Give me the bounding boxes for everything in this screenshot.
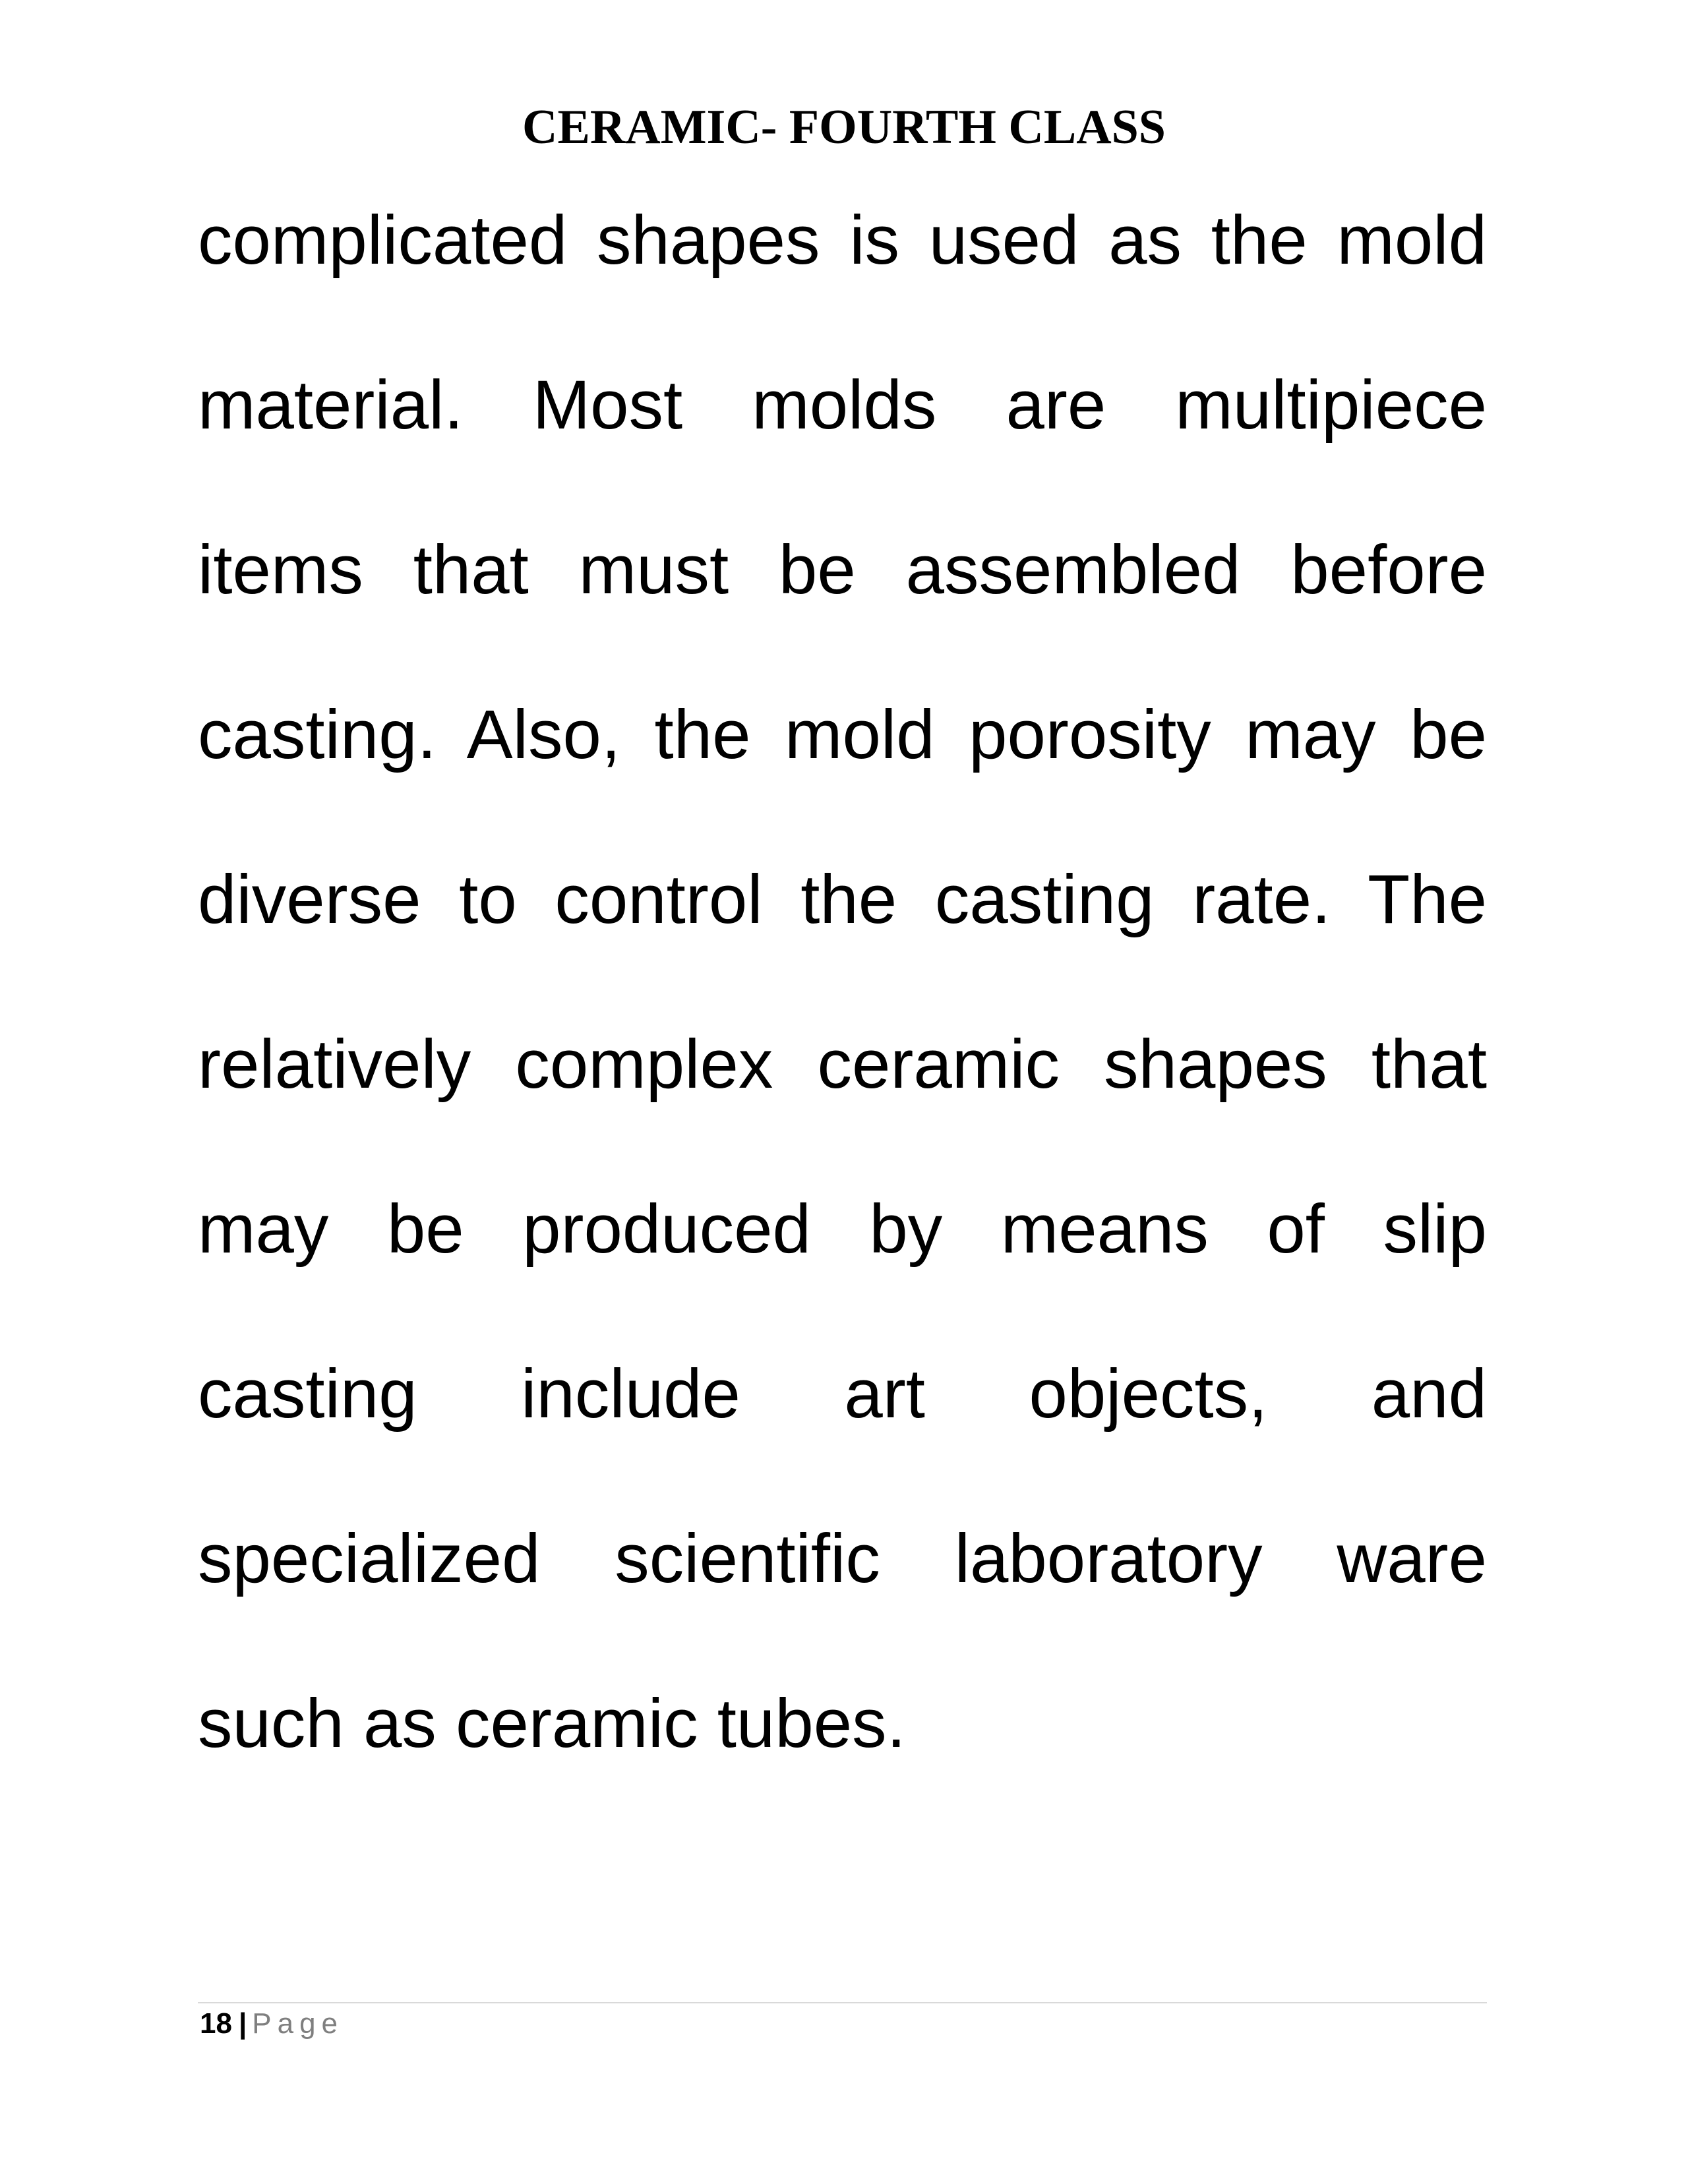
- body-paragraph: [198, 191, 1487, 1839]
- footer-divider: [198, 2002, 1487, 2003]
- body-line-last: such as ceramic tubes.: [198, 1685, 906, 1762]
- body-line: relatively complex ceramic shapes that: [198, 1026, 1487, 1103]
- page-header-title: CERAMIC- FOURTH CLASS: [522, 100, 1166, 154]
- page-label: Page: [252, 2007, 344, 2040]
- body-line: complicated shapes is used as the mold: [198, 202, 1487, 279]
- body-line: diverse to control the casting rate. The: [198, 861, 1487, 938]
- body-line: items that must be assembled before: [198, 531, 1487, 608]
- page-number: 18: [200, 2007, 232, 2040]
- body-line: casting include art objects, and: [198, 1355, 1487, 1432]
- body-line: material. Most molds are multipiece: [198, 367, 1487, 444]
- body-line: may be produced by means of slip: [198, 1191, 1487, 1268]
- footer-separator: |: [238, 2007, 247, 2040]
- page-footer: [200, 2004, 344, 2044]
- body-line: casting. Also, the mold porosity may be: [198, 696, 1487, 773]
- body-line: specialized scientific laboratory ware: [198, 1520, 1487, 1597]
